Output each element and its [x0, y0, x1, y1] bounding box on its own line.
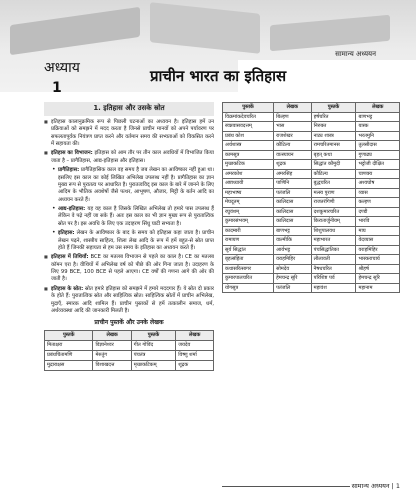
table-cell: विक्रमांकदेवचरित: [223, 112, 274, 122]
table-cell: गीत गोविंद: [131, 340, 175, 350]
prehistory-text: प्रागैतिहासिक काल वह समय है जब लेखन का आविष्कार नहीं हुआ था। इसलिए इस काल का कोई लिखित अभिलेख उपलब्ध नहीं है। प्रागैतिहास का ज्ञान मुख्य रूप से पुरातत्व पर आधारित है। पुरातत्वविद् इस काल के बारे में जानने के लिए आदिम के भौतिक अवशेषों जैसे पत्थर, आभूषण, औजार, मिट्टी के बर्तन आदि का अध्ययन करते हैं।: [58, 167, 214, 203]
table-cell: हेमचन्द्र सूरि: [356, 274, 400, 284]
table-cell: स्वप्नवासवदत्तम्: [223, 122, 274, 132]
banner-book-image: [150, 2, 260, 54]
table-cell: कुमारसंभवम्: [223, 217, 274, 227]
table-cell: शूद्रक: [274, 160, 312, 170]
dates-text: BCE का मतलब विभाजन से पहले का काल है। CE का मतलब कॉमन एरा है। वीथियों में अभिलेख वर्ष को पीछे की ओर गिना जाता है। उदाहरण के लिए 99 BCE, 100 BCE से पहले आएगा। CE वर्षों की गणना आगे की ओर की जाती है।: [51, 254, 214, 283]
table-cell: व्यास: [356, 188, 400, 198]
chapter-word: अध्याय: [44, 60, 80, 76]
table-cell: सिद्धांत कौमुदी: [311, 160, 356, 170]
table-cell: यास्क: [356, 122, 400, 132]
table-row: [223, 283, 400, 293]
table-cell: प्रबंधचिंतामणि: [45, 351, 93, 361]
table-cell: दण्डी: [356, 207, 400, 217]
table-cell: अमरसिंह: [274, 169, 312, 179]
table-row: [223, 226, 400, 236]
table-cell: परिशिष्ट पर्व: [311, 274, 356, 284]
table-cell: चाणक्य: [356, 169, 400, 179]
table-cell: वराहमिहिर: [356, 245, 400, 255]
table-cell: दशकुमारचरित: [311, 207, 356, 217]
table-cell: बुद्धचरित: [311, 179, 356, 189]
table-header-cell: लेखक: [176, 330, 214, 340]
prehistory-paragraph: [44, 167, 214, 204]
table-cell: कुमारपालचरित: [223, 274, 274, 284]
table-row: [223, 150, 400, 160]
table-cell: बाणभट्ट: [274, 226, 312, 236]
table-header-cell: पुस्तकें: [45, 330, 93, 340]
table-header-cell: लेखक: [93, 330, 131, 340]
table-row: [223, 274, 400, 284]
table-cell: बिल्हण: [274, 112, 312, 122]
history-text: लेखन के आविष्कार के बाद के समय को इतिहास कहा जाता है। प्राचीन लेखन पढ़ने, शास्त्रीय साहित्य, शिला लेख आदि के रूप में हमें बहुत-से स्रोत प्राप्त होते हैं जिनकी सहायता से हम उस समय के इतिहास का अध्ययन करते हैं।: [58, 230, 214, 251]
banner-book-image: [10, 7, 140, 55]
table-cell: नैषधचरित: [311, 264, 356, 274]
table-cell: प्रबंध कोश: [223, 131, 274, 141]
table-cell: अश्वघोष: [356, 179, 400, 189]
chapter-label: [44, 58, 120, 98]
table-cell: कौटिल्य: [311, 169, 356, 179]
table-cell: मुच्छकटिक: [223, 160, 274, 170]
table-cell: बृहत् कथा: [311, 150, 356, 160]
table-cell: सूर्य सिद्धांत: [223, 245, 274, 255]
table-row: [45, 361, 214, 371]
table-cell: पतंजलि: [274, 283, 312, 293]
table-cell: निरुक्त: [311, 122, 356, 132]
table-row: [223, 131, 400, 141]
table-cell: पंचतंत्र: [131, 351, 175, 361]
table-header-cell: लेखक: [356, 103, 400, 113]
division-text: इतिहास को आम तौर पर तीन काल अवधियों में विभाजित किया जाता है – प्रागैतिहास, आद्य-इतिहास और इतिहास।: [51, 150, 214, 164]
protohistory-text: यह वह काल है जिसके लिखित अभिलेख तो हमारे पास उपलब्ध हैं लेकिन वे पढ़े नहीं जा सके हैं। अतः इस काल का भी ज्ञान मुख्य रूप से पुरातात्विक स्रोत पर है। इस अवधि के लिए एक उदाहरण सिंधु घाटी सभ्यता है।: [58, 206, 214, 227]
prehistory-heading: प्रागैतिहास:: [58, 167, 80, 174]
table-cell: वाल्मीकि: [274, 236, 312, 246]
history-heading: इतिहास:: [58, 230, 75, 237]
banner-book-image: [270, 15, 390, 51]
table-cell: लीलावती: [311, 255, 356, 265]
table-cell: कामसूत्र: [223, 150, 274, 160]
table-header-cell: पुस्तकें: [311, 103, 356, 113]
table-cell: बाणभट्ट: [356, 112, 400, 122]
table-cell: अमरकोश: [223, 169, 274, 179]
page-footer: [222, 481, 400, 493]
table-row: [45, 340, 214, 350]
table-cell: कौटिल्य: [274, 141, 312, 151]
table-cell: भास: [274, 122, 312, 132]
table-cell: सोमदेव: [274, 264, 312, 274]
table-row: [223, 112, 400, 122]
right-column: [222, 102, 400, 472]
table-cell: पाणिनि: [274, 179, 312, 189]
table-cell: भट्टोजी दीक्षित: [356, 160, 400, 170]
table-cell: वात्स्यायन: [274, 150, 312, 160]
table-header-cell: पुस्तकें: [223, 103, 274, 113]
table-cell: कालिदास: [274, 198, 312, 208]
sources-heading: इतिहास के स्रोत:: [51, 285, 84, 292]
table-row: [223, 245, 400, 255]
table-cell: हेमचन्द्र सूरि: [274, 274, 312, 284]
table-cell: रामचरितमानस: [311, 141, 356, 151]
table-cell: मुद्राराक्षस: [45, 361, 93, 371]
dates-paragraph: [44, 254, 214, 284]
left-column: [44, 102, 214, 472]
table-row: [45, 351, 214, 361]
table-cell: पतंजलि: [274, 188, 312, 198]
table-cell: मिताक्षरा: [45, 340, 93, 350]
table-row: [223, 122, 400, 132]
sources-paragraph: [44, 286, 214, 316]
protohistory-paragraph: [44, 206, 214, 228]
table-row: [223, 169, 400, 179]
table-cell: कल्हण: [356, 198, 400, 208]
table-cell: भास्कराचार्य: [356, 255, 400, 265]
table-cell: पंचसिद्धांतिका: [311, 245, 356, 255]
table-cell: आर्यभट्ट: [274, 245, 312, 255]
table-row: [223, 141, 400, 151]
table-cell: महाभारत: [311, 236, 356, 246]
table-cell: वराहमिहिर: [274, 255, 312, 265]
chapter-title: प्राचीन भारत का इतिहास: [150, 67, 287, 85]
table-cell: जयदेव: [176, 340, 214, 350]
division-heading: इतिहास का विभाजन:: [51, 150, 93, 157]
table-row: [223, 236, 400, 246]
table-cell: महावंश: [311, 283, 356, 293]
table-cell: कादम्बरी: [223, 226, 274, 236]
table-row: [223, 160, 400, 170]
table-cell: महानाम: [356, 283, 400, 293]
table-cell: अर्थशास्त्र: [223, 141, 274, 151]
table-cell: मृच्छकटिकम्: [131, 361, 175, 371]
table-cell: हर्षचरित: [311, 112, 356, 122]
table-header-cell: पुस्तकें: [131, 330, 175, 340]
books-table-right: [222, 102, 400, 293]
intro-paragraph: ■ इतिहास कालानुक्रमिक रूप से पिछली घटनाओं का अध्ययन है। इतिहास हमें उन प्रक्रियाओं को समझने में मदद करता है जिनसे प्राचीन मानवों को अपने पर्यावरण पर सफलतापूर्वक नियंत्रण प्राप्त करने और वर्तमान समय की सभ्यताओं को विकसित करने में सहायता की।: [44, 119, 214, 149]
footer-text: सामान्य अध्ययन | 1: [351, 482, 400, 490]
table-cell: गुणाढ्य: [356, 150, 400, 160]
table-row: [223, 198, 400, 208]
table-cell: राजतरंगिणी: [311, 198, 356, 208]
table-cell: विज्ञानेश्वर: [93, 340, 131, 350]
table-row: [223, 255, 400, 265]
table-cell: शूद्रक: [176, 361, 214, 371]
table-row: [223, 179, 400, 189]
table-cell: कालिदास: [274, 217, 312, 227]
table-cell: रघुवंशम्: [223, 207, 274, 217]
table-cell: वेदव्यास: [356, 236, 400, 246]
table-cell: श्रीहर्ष: [356, 264, 400, 274]
table-cell: मेरुतुंग: [93, 351, 131, 361]
table-cell: कालिदास: [274, 207, 312, 217]
protohistory-heading: आद्य-इतिहास:: [58, 206, 86, 213]
table-cell: मत्स्य पुराण: [311, 188, 356, 198]
footer-rule: [222, 486, 350, 487]
running-header: सामान्य अध्ययन: [335, 50, 376, 58]
table-row: [223, 188, 400, 198]
table-cell: नाट्य शास्त्र: [311, 131, 356, 141]
section-heading: 1. इतिहास और उसके स्रोत: [44, 102, 214, 116]
table-row: [223, 217, 400, 227]
table-cell: विष्णु शर्मा: [176, 351, 214, 361]
table-cell: विशाखदत्त: [93, 361, 131, 371]
table-row: [223, 207, 400, 217]
books-table-title: प्राचीन पुस्तकें और उनके लेखक: [94, 319, 164, 327]
table-cell: महाभाष्य: [223, 188, 274, 198]
table-cell: माघ: [356, 226, 400, 236]
table-cell: किरातार्जुनीयम्: [311, 217, 356, 227]
table-header-cell: लेखक: [274, 103, 312, 113]
table-cell: भरतमुनि: [356, 131, 400, 141]
table-cell: अष्टाध्यायी: [223, 179, 274, 189]
chapter-number: 1: [52, 80, 62, 96]
table-cell: मेघदूतम्: [223, 198, 274, 208]
table-row: [223, 264, 400, 274]
table-cell: राजशेखर: [274, 131, 312, 141]
books-table-left: [44, 330, 214, 371]
table-cell: योगसूत्र: [223, 283, 274, 293]
table-cell: रामायण: [223, 236, 274, 246]
sources-text: स्रोत हमारे इतिहास को समझने में हमारे मददगार हैं। ये स्रोत दो प्रकार के होते हैं: पुरातात्विक स्रोत और साहित्यिक स्रोत। साहित्यिक स्रोतों में प्राचीन अभिलेख, मुद्राएँ, स्मारक आदि शामिल हैं। प्राचीन पुस्तकों से हमें तत्कालीन समाज, धर्म, अर्थव्यवस्था आदि की जानकारी मिलती है।: [51, 285, 214, 314]
table-cell: बृहत्संहिता: [223, 255, 274, 265]
table-cell: भारवि: [356, 217, 400, 227]
dates-heading: इतिहास में तिथियाँ:: [51, 254, 89, 261]
table-cell: शिशुपालवध: [311, 226, 356, 236]
history-paragraph: [44, 230, 214, 252]
division-paragraph: [44, 150, 214, 165]
table-cell: कथासरित्सागर: [223, 264, 274, 274]
table-cell: तुलसीदास: [356, 141, 400, 151]
